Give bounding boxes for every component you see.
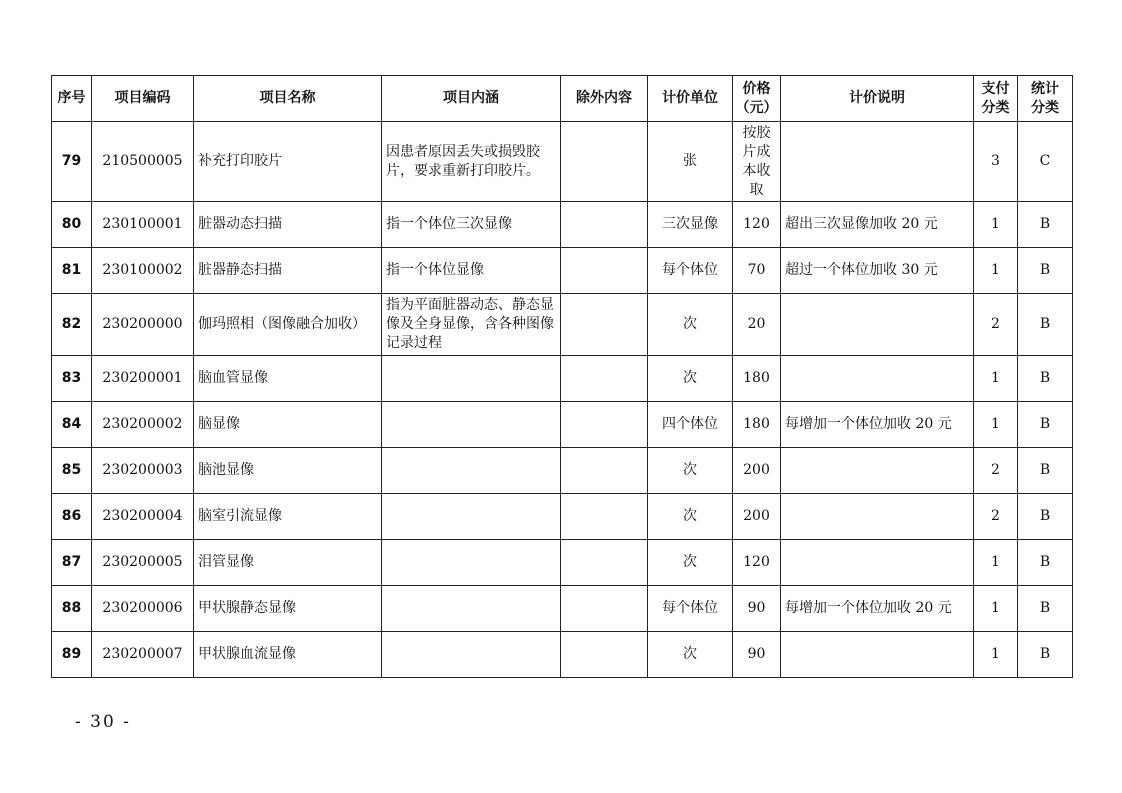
cell-no: 81 [52, 248, 92, 294]
cell-pay: 1 [974, 356, 1018, 402]
cell-price: 120 [733, 540, 781, 586]
cell-stat: B [1018, 448, 1073, 494]
cell-content [382, 448, 561, 494]
cell-stat: B [1018, 632, 1073, 678]
cell-price: 180 [733, 356, 781, 402]
header-stat-line1: 统计 [1031, 80, 1059, 97]
header-stat-line2: 分类 [1031, 99, 1059, 116]
table-row [52, 586, 1073, 632]
cell-content: 指为平面脏器动态、静态显像及全身显像，含各种图像记录过程 [382, 294, 561, 356]
cell-exclusion [561, 540, 648, 586]
header-unit: 计价单位 [648, 76, 733, 122]
cell-content [382, 540, 561, 586]
table-row [52, 248, 1073, 294]
cell-code: 230100002 [92, 248, 194, 294]
header-exclusion: 除外内容 [561, 76, 648, 122]
cell-note [781, 122, 974, 202]
table-row [52, 122, 1073, 202]
cell-name: 泪管显像 [194, 540, 382, 586]
cell-content: 因患者原因丢失或损毁胶片，要求重新打印胶片。 [382, 122, 561, 202]
table-row [52, 202, 1073, 248]
cell-pay: 1 [974, 402, 1018, 448]
cell-stat: B [1018, 248, 1073, 294]
cell-note: 超出三次显像加收 20 元 [781, 202, 974, 248]
cell-unit: 每个体位 [648, 248, 733, 294]
cell-exclusion [561, 448, 648, 494]
cell-unit: 次 [648, 494, 733, 540]
cell-stat: B [1018, 294, 1073, 356]
table-row [52, 632, 1073, 678]
cell-exclusion [561, 356, 648, 402]
header-code: 项目编码 [92, 76, 194, 122]
table-row [52, 494, 1073, 540]
cell-name: 甲状腺血流显像 [194, 632, 382, 678]
cell-name: 脏器静态扫描 [194, 248, 382, 294]
cell-stat: B [1018, 202, 1073, 248]
cell-unit: 次 [648, 356, 733, 402]
cell-note [781, 448, 974, 494]
cell-no: 79 [52, 122, 92, 202]
cell-price: 70 [733, 248, 781, 294]
cell-unit: 四个体位 [648, 402, 733, 448]
cell-price: 90 [733, 586, 781, 632]
cell-stat: B [1018, 494, 1073, 540]
cell-note [781, 632, 974, 678]
cell-no: 84 [52, 402, 92, 448]
cell-code: 230200004 [92, 494, 194, 540]
cell-price: 90 [733, 632, 781, 678]
cell-pay: 2 [974, 494, 1018, 540]
cell-code: 230200000 [92, 294, 194, 356]
cell-unit: 次 [648, 632, 733, 678]
cell-note [781, 294, 974, 356]
cell-name: 脏器动态扫描 [194, 202, 382, 248]
price-table [51, 75, 1073, 678]
page-number: - 30 - [75, 712, 131, 732]
header-pay [974, 76, 1018, 122]
cell-name: 脑池显像 [194, 448, 382, 494]
cell-code: 230200007 [92, 632, 194, 678]
cell-exclusion [561, 248, 648, 294]
cell-pay: 1 [974, 248, 1018, 294]
header-pay-line1: 支付 [981, 80, 1010, 97]
cell-name: 伽玛照相（图像融合加收） [194, 294, 382, 356]
header-note: 计价说明 [781, 76, 974, 122]
cell-note [781, 494, 974, 540]
cell-name: 脑室引流显像 [194, 494, 382, 540]
cell-unit: 三次显像 [648, 202, 733, 248]
cell-stat: B [1018, 586, 1073, 632]
cell-price: 按胶片成本收取 [733, 122, 781, 202]
header-price [733, 76, 781, 122]
cell-pay: 1 [974, 540, 1018, 586]
cell-price: 200 [733, 448, 781, 494]
table-row [52, 540, 1073, 586]
table-row [52, 402, 1073, 448]
cell-code: 230200001 [92, 356, 194, 402]
cell-code: 230200006 [92, 586, 194, 632]
cell-no: 87 [52, 540, 92, 586]
cell-unit: 每个体位 [648, 586, 733, 632]
cell-exclusion [561, 632, 648, 678]
cell-unit: 张 [648, 122, 733, 202]
cell-note: 每增加一个体位加收 20 元 [781, 586, 974, 632]
cell-no: 86 [52, 494, 92, 540]
cell-code: 230200005 [92, 540, 194, 586]
cell-pay: 1 [974, 202, 1018, 248]
cell-no: 89 [52, 632, 92, 678]
table-row [52, 448, 1073, 494]
header-price-line1: 价格 [742, 80, 771, 97]
cell-pay: 3 [974, 122, 1018, 202]
cell-exclusion [561, 122, 648, 202]
cell-content [382, 356, 561, 402]
cell-unit: 次 [648, 294, 733, 356]
cell-unit: 次 [648, 448, 733, 494]
cell-exclusion [561, 586, 648, 632]
cell-note: 每增加一个体位加收 20 元 [781, 402, 974, 448]
cell-name: 脑显像 [194, 402, 382, 448]
cell-price: 20 [733, 294, 781, 356]
cell-pay: 2 [974, 448, 1018, 494]
header-name: 项目名称 [194, 76, 382, 122]
cell-no: 82 [52, 294, 92, 356]
cell-name: 补充打印胶片 [194, 122, 382, 202]
cell-stat: B [1018, 402, 1073, 448]
cell-content [382, 586, 561, 632]
header-no: 序号 [52, 76, 92, 122]
cell-price: 200 [733, 494, 781, 540]
cell-exclusion [561, 294, 648, 356]
cell-exclusion [561, 402, 648, 448]
cell-note: 超过一个体位加收 30 元 [781, 248, 974, 294]
cell-pay: 1 [974, 632, 1018, 678]
cell-no: 88 [52, 586, 92, 632]
cell-stat: B [1018, 356, 1073, 402]
cell-note [781, 356, 974, 402]
cell-exclusion [561, 494, 648, 540]
cell-content: 指一个体位显像 [382, 248, 561, 294]
cell-price: 120 [733, 202, 781, 248]
cell-name: 甲状腺静态显像 [194, 586, 382, 632]
cell-price: 180 [733, 402, 781, 448]
cell-pay: 1 [974, 586, 1018, 632]
cell-stat: B [1018, 540, 1073, 586]
header-price-line2: （元） [735, 99, 778, 116]
cell-name: 脑血管显像 [194, 356, 382, 402]
table-header-row [52, 76, 1073, 122]
cell-content: 指一个体位三次显像 [382, 202, 561, 248]
table-row [52, 294, 1073, 356]
cell-code: 230200002 [92, 402, 194, 448]
cell-note [781, 540, 974, 586]
cell-content [382, 632, 561, 678]
cell-content [382, 402, 561, 448]
cell-code: 230100001 [92, 202, 194, 248]
header-pay-line2: 分类 [981, 99, 1010, 116]
cell-no: 83 [52, 356, 92, 402]
header-content: 项目内涵 [382, 76, 561, 122]
cell-exclusion [561, 202, 648, 248]
cell-no: 80 [52, 202, 92, 248]
cell-code: 230200003 [92, 448, 194, 494]
cell-content [382, 494, 561, 540]
cell-no: 85 [52, 448, 92, 494]
cell-unit: 次 [648, 540, 733, 586]
cell-code: 210500005 [92, 122, 194, 202]
table-row [52, 356, 1073, 402]
header-stat [1018, 76, 1073, 122]
cell-stat: C [1018, 122, 1073, 202]
cell-pay: 2 [974, 294, 1018, 356]
